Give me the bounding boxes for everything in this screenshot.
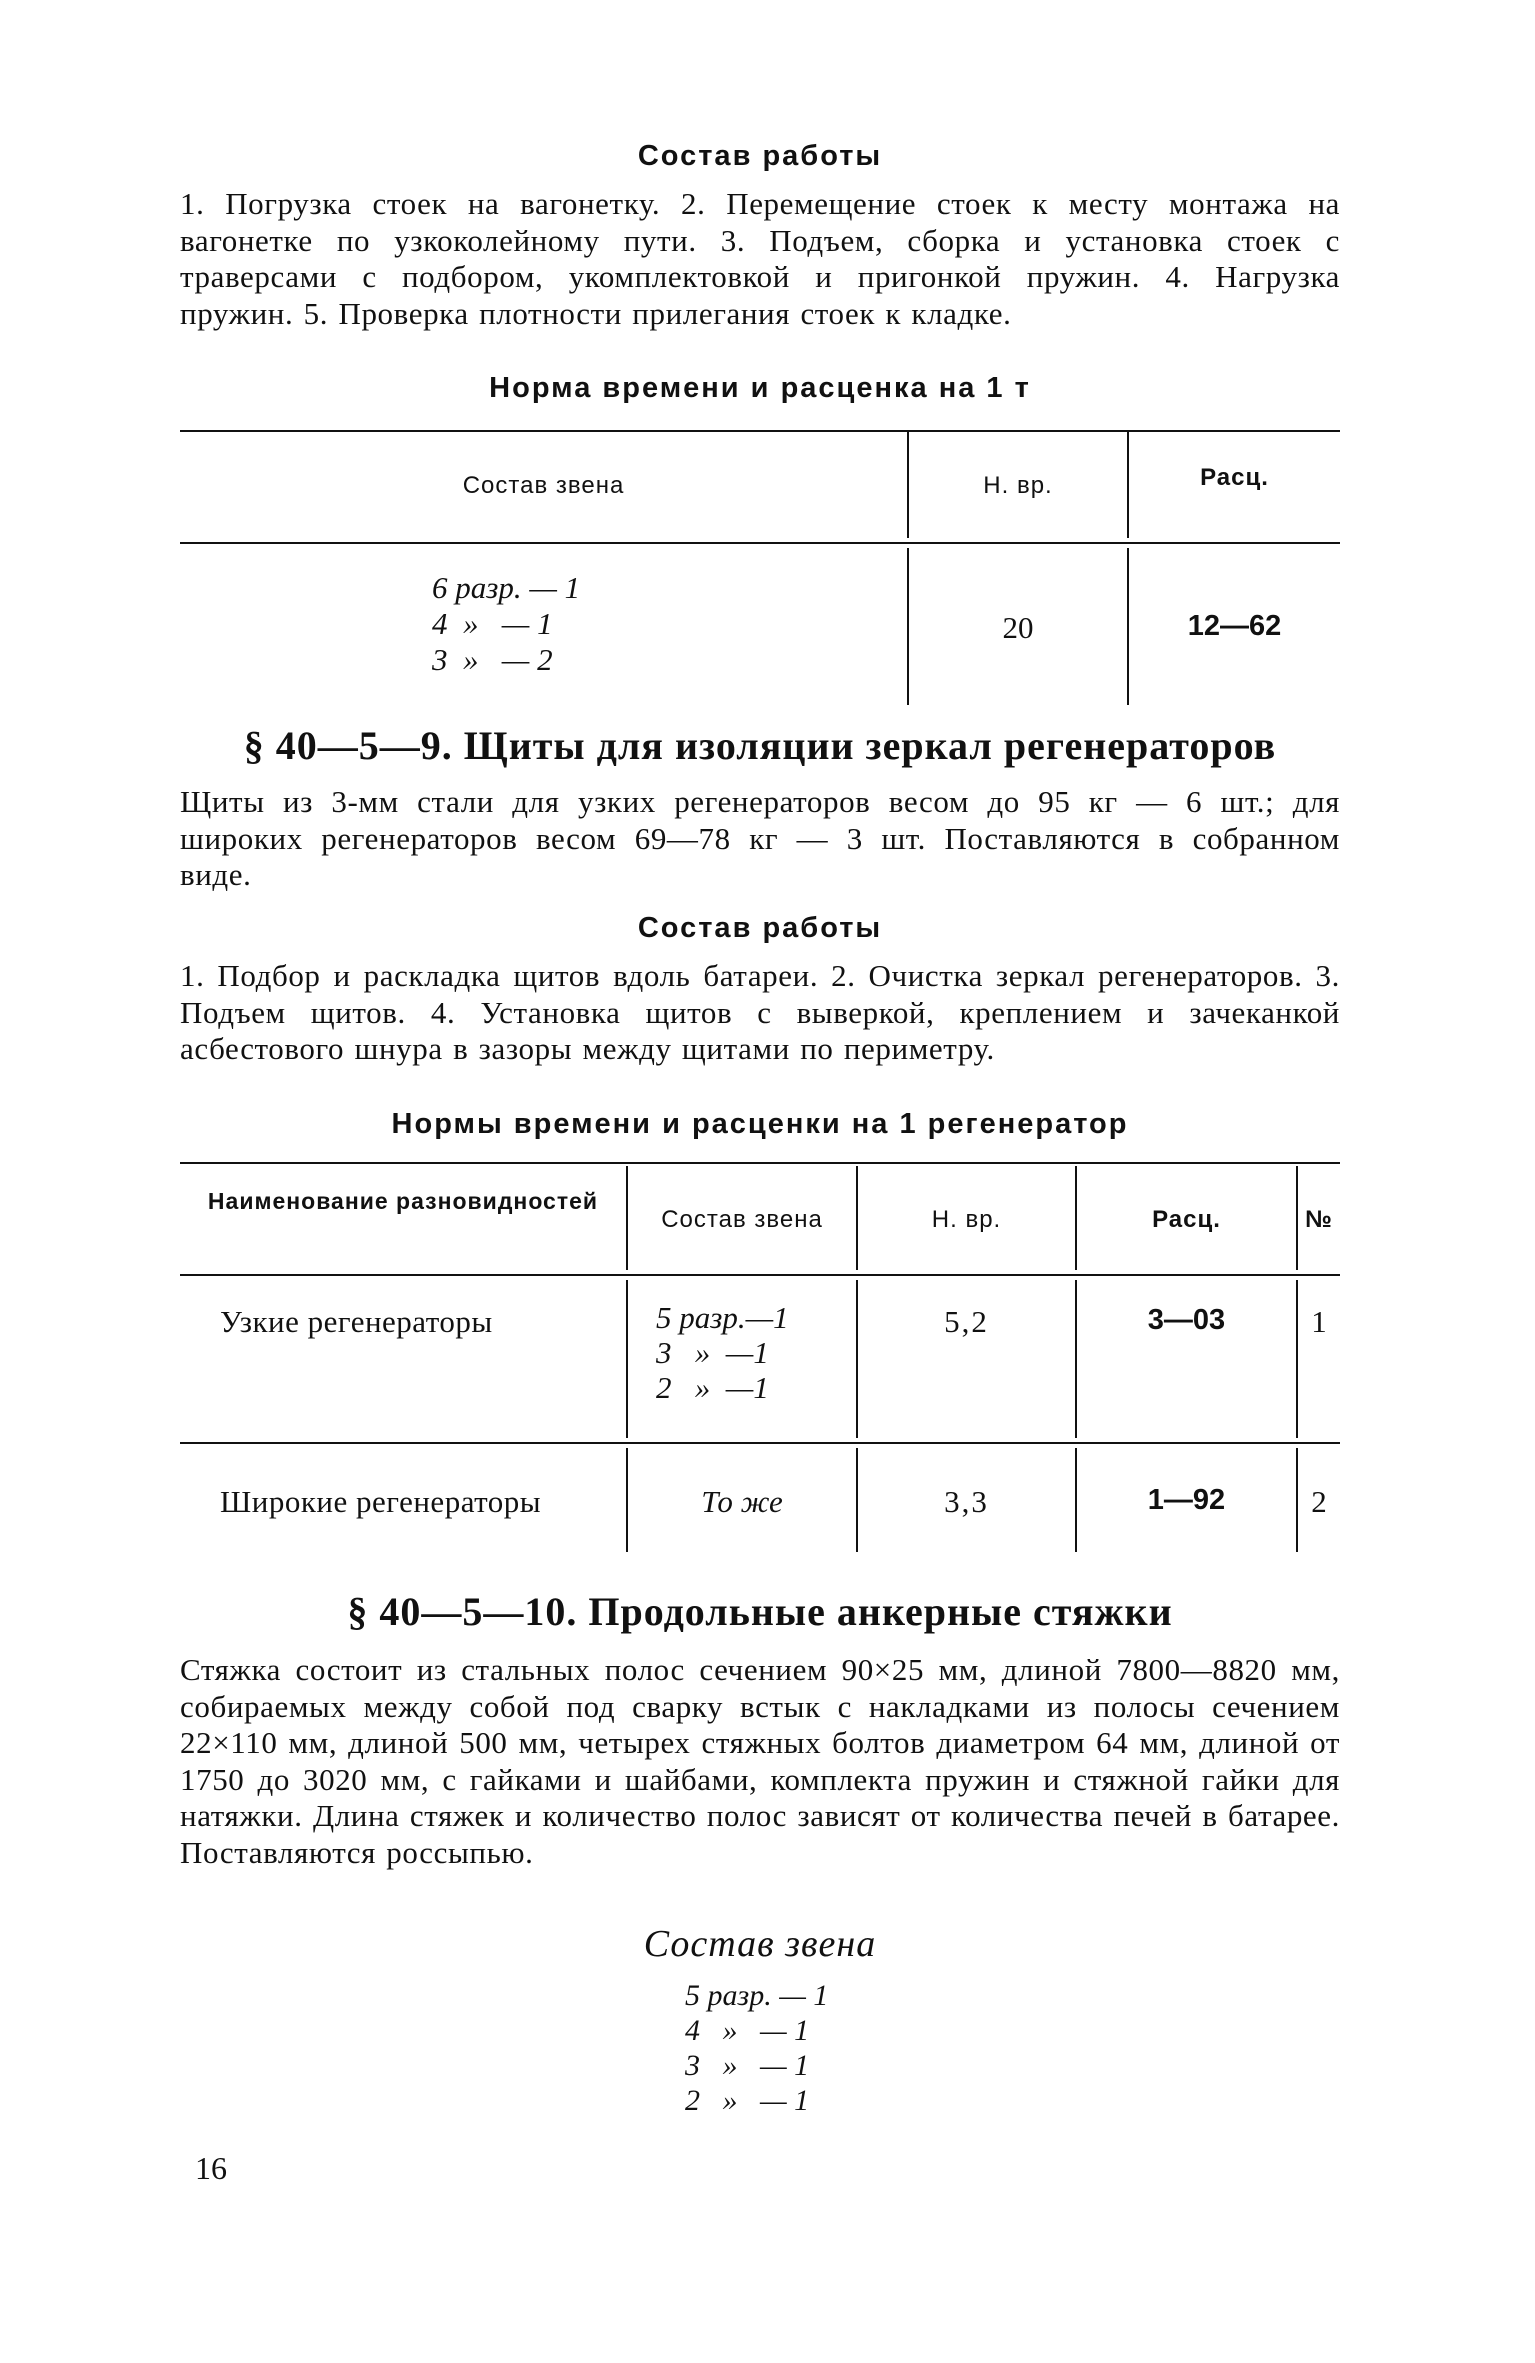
crew-heading: Состав звена (643, 1923, 877, 1965)
work-composition-text: 1. Погрузка стоек на вагонетку. 2. Перемещение стоек к месту монтажа на вагонетке по узкоколейному пути. 3. Подъем, сборка и установка стоек с траверсами с подбором, укомплектовкой и пригонкой пружин. 4. Нагрузка пружин. 5. Проверка плотности прилегания стоек к кладке. (180, 186, 1340, 331)
header-crew-2: Состав звена (661, 1206, 823, 1233)
header-number: № (1305, 1206, 1333, 1233)
crew-line: 4 » — 1 (432, 606, 553, 641)
work-composition-heading-2: Состав работы (637, 912, 883, 944)
crew-cell (432, 570, 732, 678)
table-cell-time-norm: 5,2 (944, 1304, 989, 1339)
rate-value: 12—62 (1187, 610, 1282, 642)
crew-line: 2 » —1 (656, 1370, 769, 1405)
crew-line: 4 » — 1 (685, 2014, 810, 2047)
header-crew: Состав звена (462, 472, 625, 499)
header-variety-name: Наименование разновидностей (207, 1188, 599, 1214)
crew-line: 3 » — 2 (432, 642, 553, 677)
header-time-norm-2: Н. вр. (931, 1206, 1002, 1233)
table-row-name: Широкие регенераторы (220, 1484, 542, 1519)
header-time-norm: Н. вр. (983, 472, 1053, 499)
header-rate: Расц. (1200, 464, 1269, 491)
time-norm-value: 20 (1002, 610, 1034, 645)
norm-heading: Норма времени и расценка на 1 т (489, 372, 1031, 404)
crew-line: 5 разр.—1 (656, 1300, 789, 1335)
crew-line: 3 » —1 (656, 1335, 769, 1370)
work-composition-text-2: 1. Подбор и раскладка щитов вдоль батареи. 2. Очистка зеркал регенераторов. 3. Подъем щитов. 4. Установка щитов с выверкой, креплением и зачеканкой асбестового шнура в зазоры между щитами по периметру. (180, 958, 1340, 1066)
table-cell-rate: 3—03 (1147, 1304, 1226, 1336)
section-intro-text: Щиты из 3-мм стали для узких регенераторов весом до 95 кг — 6 шт.; для широких регенераторов весом 69—78 кг — 3 шт. Поставляются в собранном виде. (180, 784, 1340, 892)
section-title-40-5-10: § 40—5—10. Продольные анкерные стяжки (347, 1589, 1173, 1634)
section-body-text: Стяжка состоит из стальных полос сечением 90×25 мм, длиной 7800—8820 мм, собираемых между собой под сварку встык с накладками из полосы сечением 22×110 мм, длиной 500 мм, четырех стяжных болтов диаметром 64 мм, длиной от 1750 до 3020 мм, с гайками и шайбами, комплекта пружин и стяжной гайки для натяжки. Длина стяжек и количество полос зависят от количества печей в батарее. Поставляются россыпью. (180, 1652, 1340, 1870)
crew-line: 6 разр. — 1 (432, 570, 581, 605)
table-cell-rate: 1—92 (1147, 1484, 1226, 1516)
table-cell-number: 2 (1311, 1484, 1327, 1519)
crew-cell (656, 1300, 856, 1405)
crew-cell: То же (701, 1484, 783, 1519)
table-cell-time-norm: 3,3 (944, 1484, 989, 1519)
crew-list (685, 1978, 985, 2118)
crew-line: 5 разр. — 1 (685, 1979, 829, 2012)
table-row-name: Узкие регенераторы (220, 1304, 493, 1339)
page-number: 16 (195, 2150, 227, 2186)
crew-line: 2 » — 1 (685, 2084, 810, 2117)
crew-line: 3 » — 1 (685, 2049, 810, 2082)
header-rate-2: Расц. (1152, 1206, 1221, 1233)
section-title-40-5-9: § 40—5—9. Щиты для изоляции зеркал регенераторов (243, 723, 1277, 768)
norm-heading-2: Нормы времени и расценки на 1 регенератор (391, 1108, 1129, 1140)
table-cell-number: 1 (1311, 1304, 1327, 1339)
work-composition-heading: Состав работы (637, 140, 883, 172)
